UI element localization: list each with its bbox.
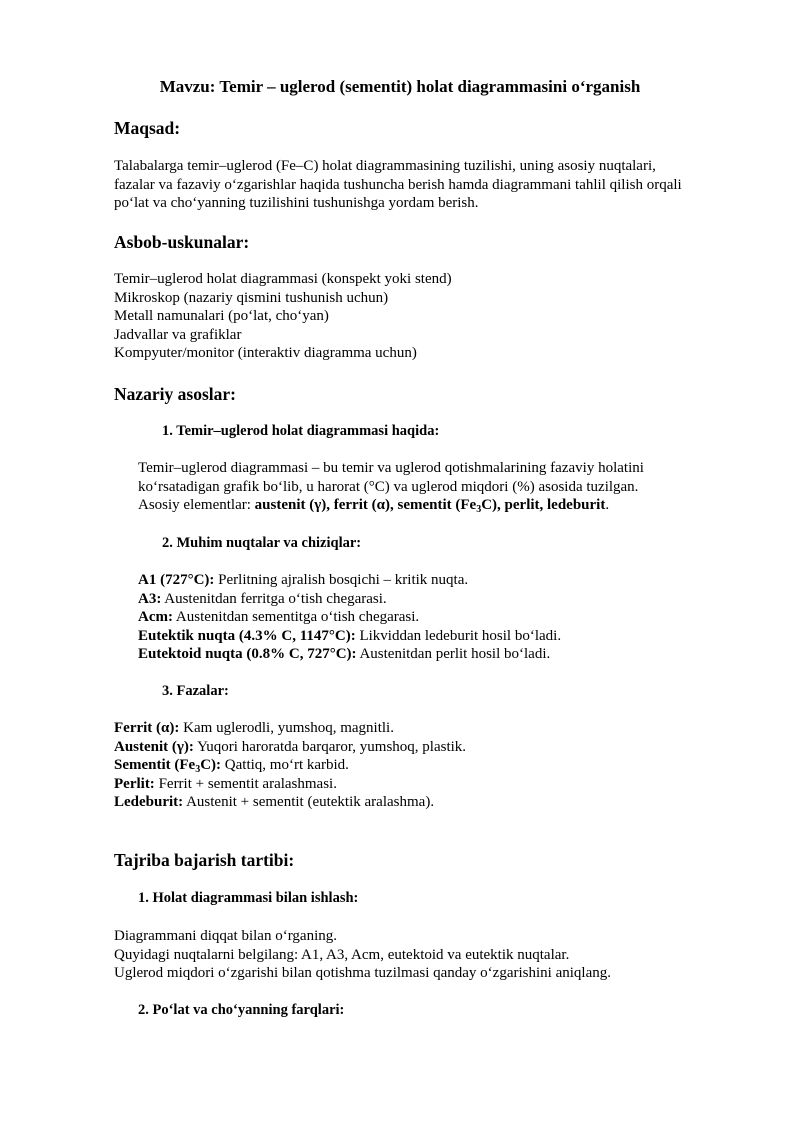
subsection-heading: 1. Temir–uglerod holat diagrammasi haqida: <box>162 423 440 439</box>
paragraph-line: Quyidagi nuqtalarni belgilang: A1, A3, Acm, eutektoid va eutektik nuqtalar. <box>114 946 570 963</box>
paragraph-line <box>138 496 644 515</box>
paragraph-line: Temir–uglerod diagrammasi – bu temir va uglerod qotishmalarining fazaviy holatini <box>138 460 644 476</box>
line-suffix: . <box>605 497 610 513</box>
maqsad-paragraph <box>114 157 682 213</box>
list-item: Metall namunalari (po‘lat, cho‘yan) <box>114 308 329 324</box>
list-item: Temir–uglerod holat diagrammasi (konspekt yoki stend) <box>114 271 452 287</box>
section-heading-maqsad: Maqsad: <box>114 118 181 138</box>
list-item: Eutektik nuqta (4.3% C, 1147°C): Likviddan ledeburit hosil bo‘ladi. <box>138 627 562 644</box>
points-list <box>138 571 561 664</box>
list-item: Jadvallar va grafiklar <box>114 326 242 343</box>
nazariy-diagram-paragraph <box>138 459 644 515</box>
subsection-heading: 2. Muhim nuqtalar va chiziqlar: <box>162 535 362 551</box>
list-item: Austenit (γ): Yuqori haroratda barqaror, yumshoq, plastik. <box>114 738 467 755</box>
subsection-heading: 2. Po‘lat va cho‘yanning farqlari: <box>138 1002 345 1018</box>
paragraph-line: Talabalarga temir–uglerod (Fe–C) holat diagrammasining tuzilishi, uning asosiy nuqtalari, <box>114 158 656 174</box>
list-item: Ledeburit: Austenit + sementit (eutektik aralashma). <box>114 794 435 810</box>
list-item: A3: Austenitdan ferritga o‘tish chegarasi. <box>138 590 387 607</box>
asbob-list <box>114 270 452 363</box>
paragraph-line: ko‘rsatadigan grafik bo‘lib, u harorat (°C) va uglerod miqdori (%) asosida tuzilgan. <box>138 478 639 495</box>
section-heading-nazariy: Nazariy asoslar: <box>114 384 236 404</box>
subsection-heading: 1. Holat diagrammasi bilan ishlash: <box>138 890 359 906</box>
paragraph-line: Uglerod miqdori o‘zgarishi bilan qotishma tuzilmasi qanday o‘zgarishini aniqlang. <box>114 965 611 981</box>
elements-bold: austenit (γ), ferrit (α), sementit $(Fe_3C)$, perlit, ledeburit <box>254 497 606 515</box>
list-item: Ferrit (α): Kam uglerodli, yumshoq, magnitli. <box>114 720 394 736</box>
list-item: Sementit $(Fe_3C)$: Qattiq, mo‘rt karbid. <box>114 757 349 775</box>
paragraph-line: fazalar va fazaviy o‘zgarishlar haqida tushuncha berish hamda diagrammani tahlil qilish orqali <box>114 176 682 193</box>
list-item: Eutektoid nuqta (0.8% C, 727°C): Austenitdan perlit hosil bo‘ladi. <box>138 646 551 662</box>
list-item: A1 (727°C): Perlitning ajralish bosqichi – kritik nuqta. <box>138 572 469 588</box>
list-item: Perlit: Ferrit + sementit aralashmasi. <box>114 775 337 792</box>
list-item: Acm: Austenitdan sementitga o‘tish chegarasi. <box>138 609 420 625</box>
line-prefix: Asosiy elementlar: <box>138 497 255 513</box>
phases-list <box>114 719 466 812</box>
section-heading-asbob: Asbob-uskunalar: <box>114 232 250 252</box>
document-title: Mavzu: Temir – uglerod (sementit) holat diagrammasini o‘rganish <box>159 77 641 96</box>
section-heading-tajriba: Tajriba bajarish tartibi: <box>114 850 295 870</box>
paragraph-line: po‘lat va cho‘yanning tuzilishini tushunishga yordam berish. <box>114 195 479 211</box>
tajriba-steps <box>114 927 611 983</box>
subsection-heading: 3. Fazalar: <box>162 683 229 699</box>
list-item: Mikroskop (nazariy qismini tushunish uchun) <box>114 289 389 306</box>
paragraph-line: Diagrammani diqqat bilan o‘rganing. <box>114 928 338 944</box>
list-item: Kompyuter/monitor (interaktiv diagramma uchun) <box>114 345 417 361</box>
